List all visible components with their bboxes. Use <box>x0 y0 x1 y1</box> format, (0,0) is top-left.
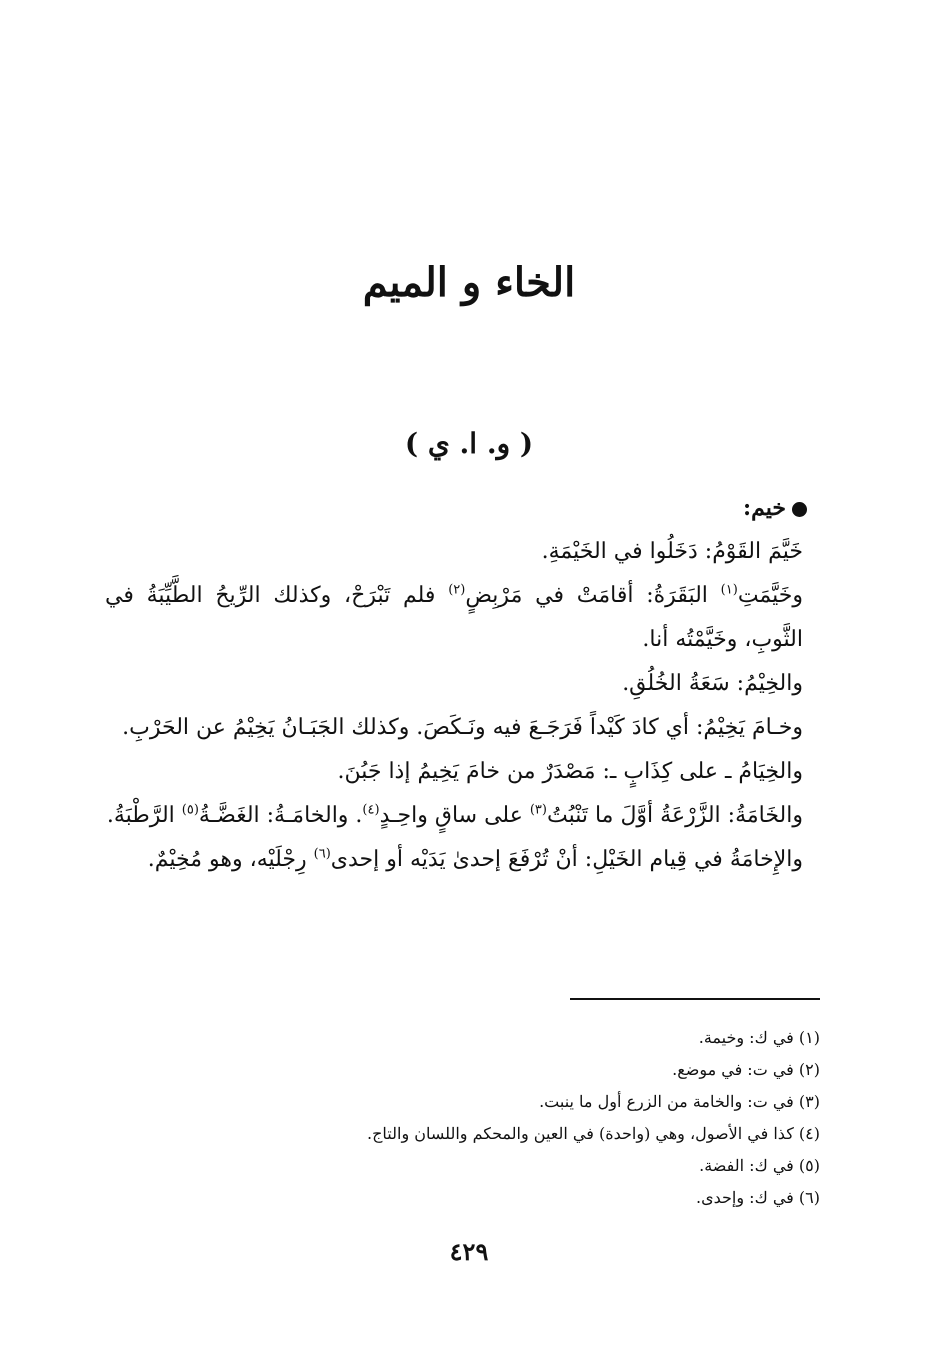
footnote: (٣) في ت: والخامة من الزرع أول ما ينبت. <box>539 1092 820 1111</box>
definition-line: والخِيْمُ: سَعَةُ الخُلُقِ. <box>622 671 803 696</box>
definition-line: وخـامَ يَخِيْمُ: أي كادَ كَيْداً فَرَجَـعَ فيه ونَـكَصَ. وكذلك الجَبَـانُ يَخِيْمُ عن الحَرْبِ. <box>122 715 803 740</box>
footnote-ref: (٤) <box>362 802 380 818</box>
bullet-icon <box>792 502 807 517</box>
footnote-ref: (١) <box>720 582 738 598</box>
footnote-ref: (٥) <box>181 802 199 818</box>
definition-line: خَيَّمَ القَوْمُ: دَخَلُوا في الخَيْمَةِ. <box>541 539 803 564</box>
definition-line: والخِيَامُ ـ على كِذَابٍ ـ: مَصْدَرٌ من خامَ يَخِيمُ إذا جَبُنَ. <box>337 759 803 784</box>
section-heading: ( و. ا. ي ) <box>404 427 534 460</box>
entry-headword-line <box>105 486 825 530</box>
definition-line: والإِخامَةُ في قِيام الخَيْلِ: أنْ تُرْفَعَ إحدىٰ يَدَيْه أو إحدى$^{(٦)}$ رِجْلَيْه، وهو مُخِيْمٌ. <box>147 846 803 872</box>
footnote-divider <box>570 998 820 1000</box>
chapter-title: الخاء و الميم <box>362 259 576 306</box>
footnote: (١) في ك: وخيمة. <box>698 1028 820 1047</box>
footnotes <box>260 1022 820 1214</box>
definition-line: والخَامَةُ: الزَّرْعَةُ أوَّلَ ما تَنْبُتُ$^{(٣)}$ على ساقٍ واحِـدٍ$^{(٤)}$. والخامَـةُ: الغَضَّـةُ$^{(٥)}$ الرَّطْبَةُ. <box>106 802 803 828</box>
footnote: (٢) في ت: في موضع. <box>672 1060 820 1079</box>
footnote: (٥) في ك: الفضة. <box>699 1156 820 1175</box>
footnote-ref: (٦) <box>313 846 331 862</box>
page-number: ٤٢٩ <box>449 1237 489 1266</box>
footnote-ref: (٢) <box>448 582 466 598</box>
footnote-ref: (٣) <box>529 802 547 818</box>
definition-line: وخَيَّمَتِ$^{(١)}$ البَقَرَةُ: أقامَتْ في مَرْبِضٍ$^{(٢)}$ فلم تَبْرَحْ، وكذلك الرِّيحُ الطَّيِّبَةُ في الثَّوبِ، وخَيَّمْتُه أنا. <box>105 582 803 652</box>
entry-body <box>105 486 825 882</box>
footnote: (٦) في ك: وإحدى. <box>696 1188 820 1207</box>
footnote: (٤) كذا في الأصول، وهي (واحدة) في العين والمحكم واللسان والتاج. <box>367 1124 820 1143</box>
entry-headword: خيم: <box>742 495 786 521</box>
